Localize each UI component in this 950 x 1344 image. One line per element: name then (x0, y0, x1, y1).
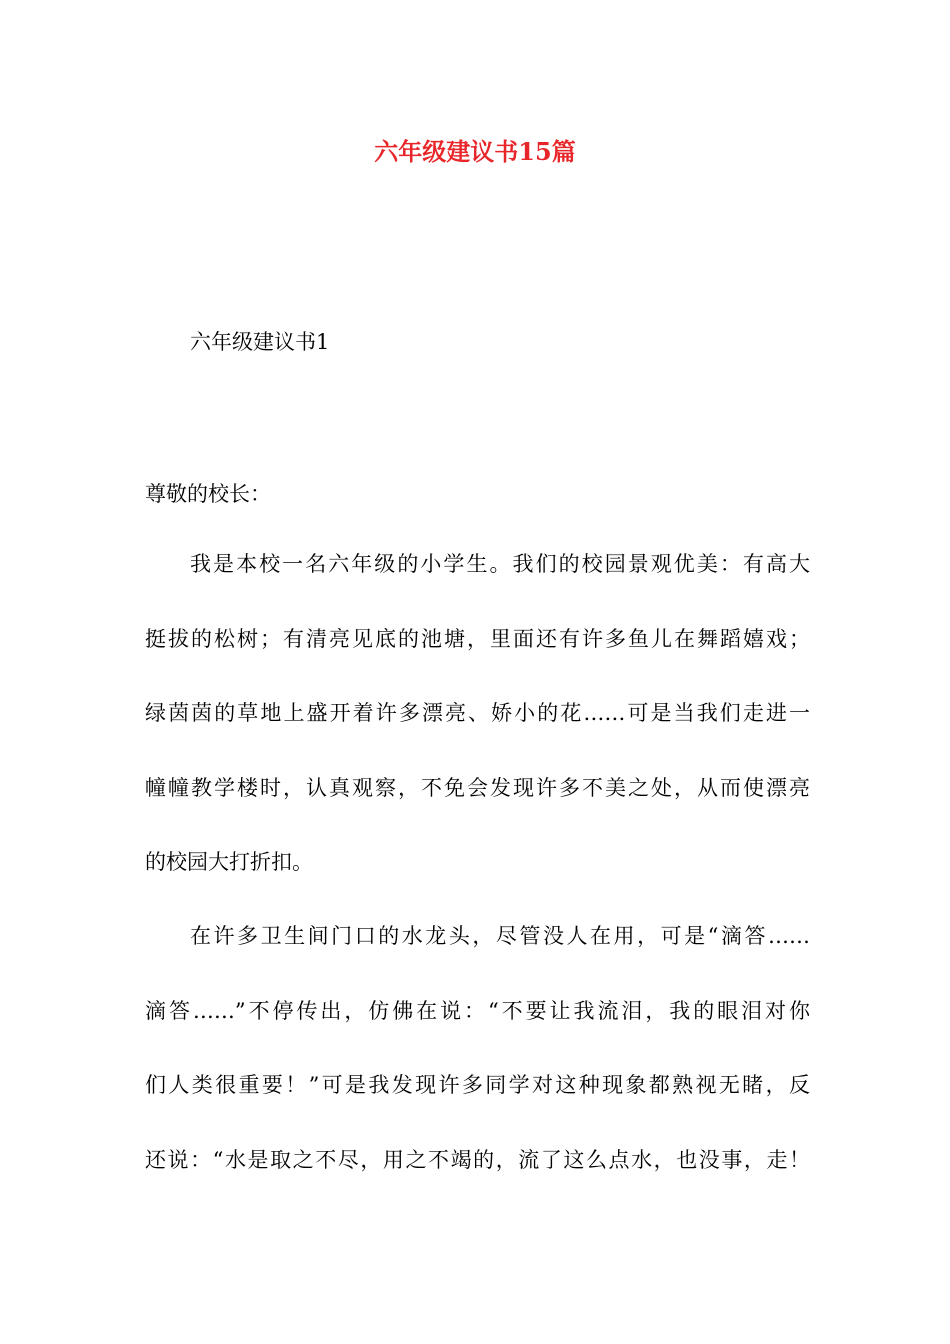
paragraph-line: 绿茵茵的草地上盛开着许多漂亮、娇小的花……可是当我们走进一 (145, 701, 810, 725)
paragraph-line: 还说：“水是取之不尽，用之不竭的，流了这么点水，也没事，走！ (145, 1147, 810, 1172)
body-paragraph (145, 546, 810, 919)
paragraph-line: 挺拔的松树；有清亮见底的池塘，里面还有许多鱼儿在舞蹈嬉戏； (145, 626, 810, 651)
paragraph-line: 们人类很重要！”可是我发现许多同学对这种现象都熟视无睹，反 (145, 1073, 810, 1097)
body-paragraph (145, 918, 810, 1216)
paragraph-line: 幢幢教学楼时，认真观察，不免会发现许多不美之处，从而使漂亮 (145, 775, 810, 800)
paragraph-line: 滴答……”不停传出，仿佛在说：“不要让我流泪，我的眼泪对你 (145, 998, 810, 1023)
document-title: 六年级建议书15篇 (374, 137, 576, 166)
paragraph-line: 在许多卫生间门口的水龙头，尽管没人在用，可是“滴答…… (190, 924, 810, 948)
section-heading: 六年级建议书1 (190, 330, 330, 354)
salutation: 尊敬的校长： (145, 482, 271, 506)
paragraph-line: 的校园大打折扣。 (145, 850, 313, 874)
paragraph-line: 我是本校一名六年级的小学生。我们的校园景观优美：有高大 (190, 552, 810, 576)
